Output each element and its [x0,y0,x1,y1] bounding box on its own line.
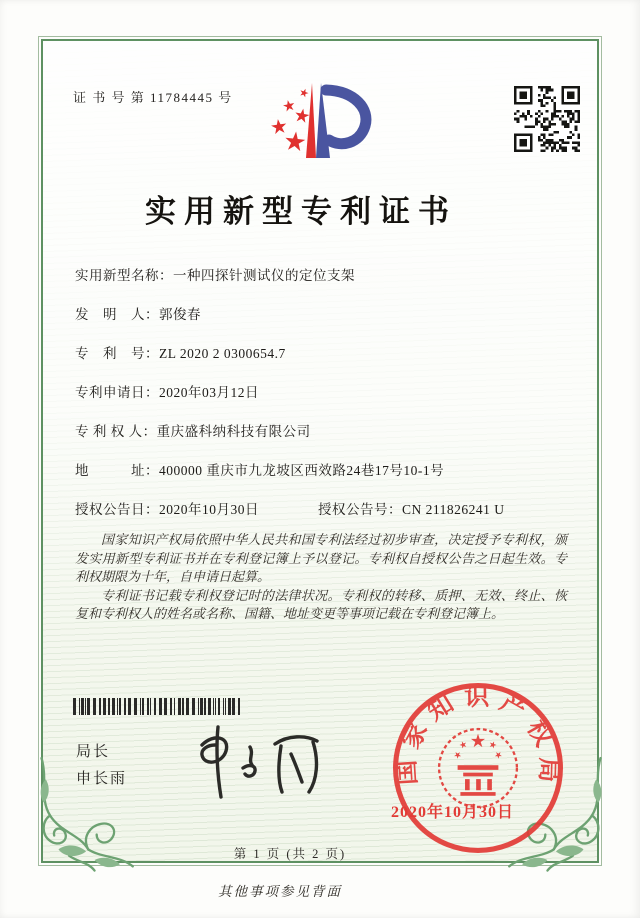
field-grant-publication [75,498,575,518]
field-label: 实用新型名称： [75,268,173,283]
field-label: 专利申请日： [75,385,159,400]
field-label: 专 利 权 人： [75,424,157,439]
back-side-note: 其他事项参见背面 [218,884,342,899]
signature-shen-changyu-icon [180,720,330,802]
legal-text-block [75,531,567,624]
field-label: 授权公告日： [75,502,159,517]
field-value: CN 211826241 U [402,502,505,517]
field-value: 2020年10月30日 [159,502,259,517]
legal-paragraph-2: 专利证书记载专利权登记时的法律状况。专利权的转移、质押、无效、终止、恢复和专利权人的姓名或名称、国籍、地址变更等事项记载在专利登记簿上。 [75,587,567,622]
field-address [75,459,575,479]
field-value: 重庆盛科纳科技有限公司 [156,424,311,439]
cnipa-logo-icon [252,79,372,181]
certificate-title: 实用新型专利证书 [145,194,457,229]
grant-date-pair [75,502,259,517]
barcode-icon [73,698,243,715]
field-value: ZL 2020 2 0300654.7 [159,346,286,361]
official-seal-cnipa [390,680,566,856]
national-emblem-icon [439,729,517,807]
certificate-number: 证 书 号 第 11784445 号 [73,90,233,105]
signer-title: 局长 [76,743,111,760]
seal-ring-text: 国家知识产权局 [393,683,563,786]
qr-code-icon [514,86,580,152]
signer-name: 申长雨 [76,770,128,787]
field-value: 郭俊春 [159,307,201,322]
field-label: 地 址： [75,463,159,478]
field-patent-number [75,342,575,362]
field-value: 400000 重庆市九龙坡区西效路24巷17号10-1号 [159,463,445,478]
seal-date: 2020年10月30日 [391,804,515,821]
field-value: 2020年03月12日 [159,385,259,400]
field-inventor [75,303,575,323]
legal-paragraph-1: 国家知识产权局依照中华人民共和国专利法经过初步审查，决定授予专利权，颁发实用新型专利证书并在专利登记簿上予以登记。专利权自授权公告之日起生效。专利权期限为十年，自申请日起算。 [75,532,567,585]
field-label: 授权公告号： [318,502,402,517]
field-label: 专 利 号： [75,346,159,361]
page-indicator: 第 1 页 (共 2 页) [233,847,347,861]
field-filing-date [75,381,575,401]
field-value: 一种四探针测试仪的定位支架 [173,268,355,283]
field-utility-model-name [75,264,575,284]
field-patentee [75,420,575,440]
grant-number-pair [318,498,505,518]
field-label: 发 明 人： [75,307,159,322]
